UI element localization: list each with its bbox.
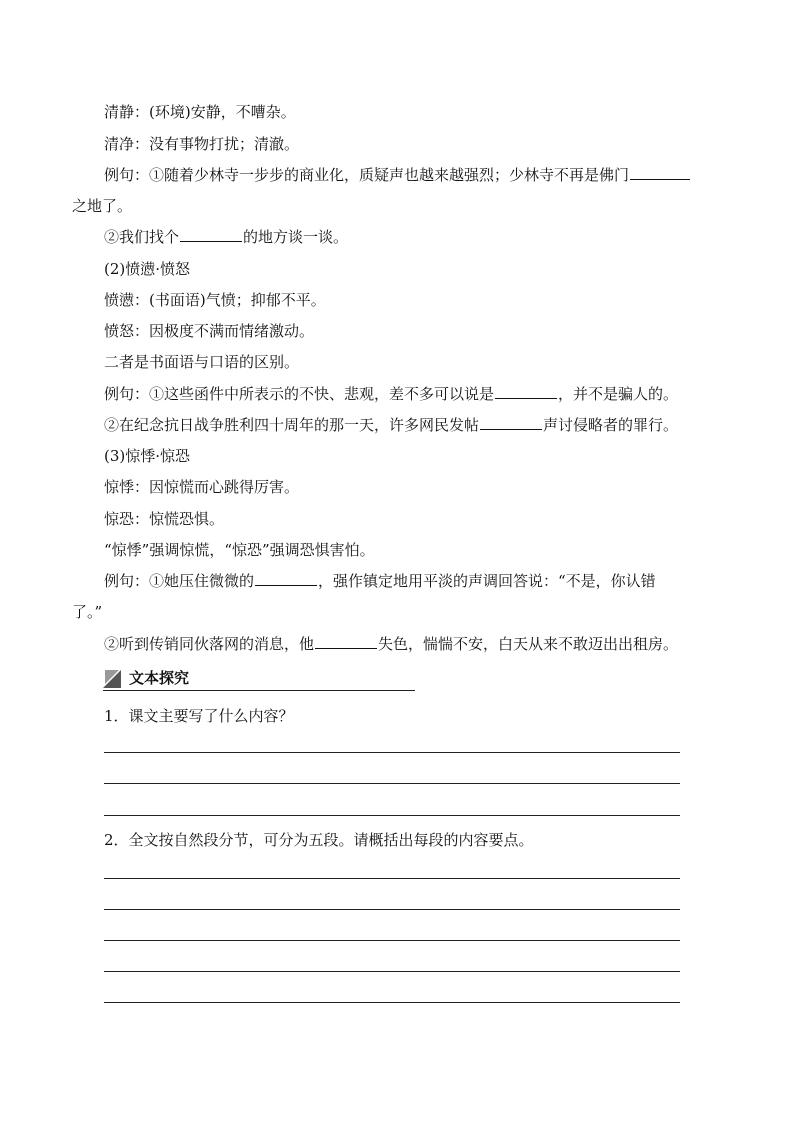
fill-blank[interactable] bbox=[495, 384, 557, 399]
question-1: 1．课文主要写了什么内容？ bbox=[104, 707, 294, 725]
fill-blank[interactable] bbox=[480, 415, 542, 430]
example-1 bbox=[104, 165, 691, 185]
answer-line[interactable] bbox=[104, 783, 680, 784]
example-2-text-b: 的地方谈一谈。 bbox=[243, 228, 349, 246]
g2-ex1-text-a: 例句：①这些函件中所表示的不快、悲观，差不多可以说是 bbox=[104, 385, 495, 403]
group-3-title: (3)惊悸·惊恐 bbox=[104, 447, 191, 465]
distinction-note: 二者是书面语与口语的区别。 bbox=[104, 353, 300, 371]
definition-jingji: 惊悸：因惊慌而心跳得厉害。 bbox=[104, 478, 300, 496]
section-marker-highlight-icon bbox=[105, 670, 119, 684]
group-2-example-2 bbox=[104, 415, 678, 435]
g3-ex1-text-a: 例句：①她压住微微的 bbox=[104, 572, 255, 590]
definition-jingkong: 惊恐：惊慌恐惧。 bbox=[104, 510, 225, 528]
emphasis-note: “惊悸”强调惊慌，“惊恐”强调恐惧害怕。 bbox=[104, 541, 375, 559]
example-1-continued: 之地了。 bbox=[72, 197, 133, 215]
answer-line[interactable] bbox=[104, 815, 680, 816]
fill-blank[interactable] bbox=[315, 634, 377, 649]
g3-ex2-text-b: 失色，惴惴不安，白天从来不敢迈出出租房。 bbox=[378, 635, 679, 653]
g2-ex1-text-b: ，并不是骗人的。 bbox=[558, 385, 679, 403]
definition-fenmen: 愤懑：(书面语)气愤；抑郁不平。 bbox=[104, 291, 326, 309]
answer-line[interactable] bbox=[104, 909, 680, 910]
g3-ex2-text-a: ②听到传销同伙落网的消息，他 bbox=[104, 635, 315, 653]
fill-blank[interactable] bbox=[255, 571, 317, 586]
group-3-example-1 bbox=[104, 571, 656, 591]
answer-line[interactable] bbox=[104, 752, 680, 753]
g2-ex2-text-a: ②在纪念抗日战争胜利四十周年的那一天，许多网民发帖 bbox=[104, 416, 480, 434]
g2-ex2-text-b: 声讨侵略者的罪行。 bbox=[543, 416, 679, 434]
section-header bbox=[103, 668, 415, 691]
example-2 bbox=[104, 227, 348, 247]
g3-ex1-text-b: ，强作镇定地用平淡的声调回答说：“不是，你认错 bbox=[318, 572, 656, 590]
group-3-example-1-continued: 了。” bbox=[72, 603, 103, 621]
section-title: 文本探究 bbox=[129, 669, 190, 687]
group-3-example-2 bbox=[104, 634, 678, 654]
example-2-text-a: ②我们找个 bbox=[104, 228, 180, 246]
group-2-example-1 bbox=[104, 384, 678, 404]
definition-qingjing2: 清净：没有事物打扰；清澈。 bbox=[104, 135, 300, 153]
answer-line[interactable] bbox=[104, 878, 680, 879]
answer-line[interactable] bbox=[104, 940, 680, 941]
answer-line[interactable] bbox=[104, 971, 680, 972]
definition-fennu: 愤怒：因极度不满而情绪激动。 bbox=[104, 322, 315, 340]
fill-blank[interactable] bbox=[180, 227, 242, 242]
answer-line[interactable] bbox=[104, 1002, 680, 1003]
definition-qingjing: 清静：(环境)安静，不嘈杂。 bbox=[104, 103, 296, 121]
question-2: 2．全文按自然段分节，可分为五段。请概括出每段的内容要点。 bbox=[104, 831, 534, 849]
fill-blank[interactable] bbox=[630, 165, 690, 180]
example-1-text: 例句：①随着少林寺一步步的商业化，质疑声也越来越强烈；少林寺不再是佛门 bbox=[104, 166, 630, 184]
group-2-title: (2)愤懑·愤怒 bbox=[104, 260, 191, 278]
